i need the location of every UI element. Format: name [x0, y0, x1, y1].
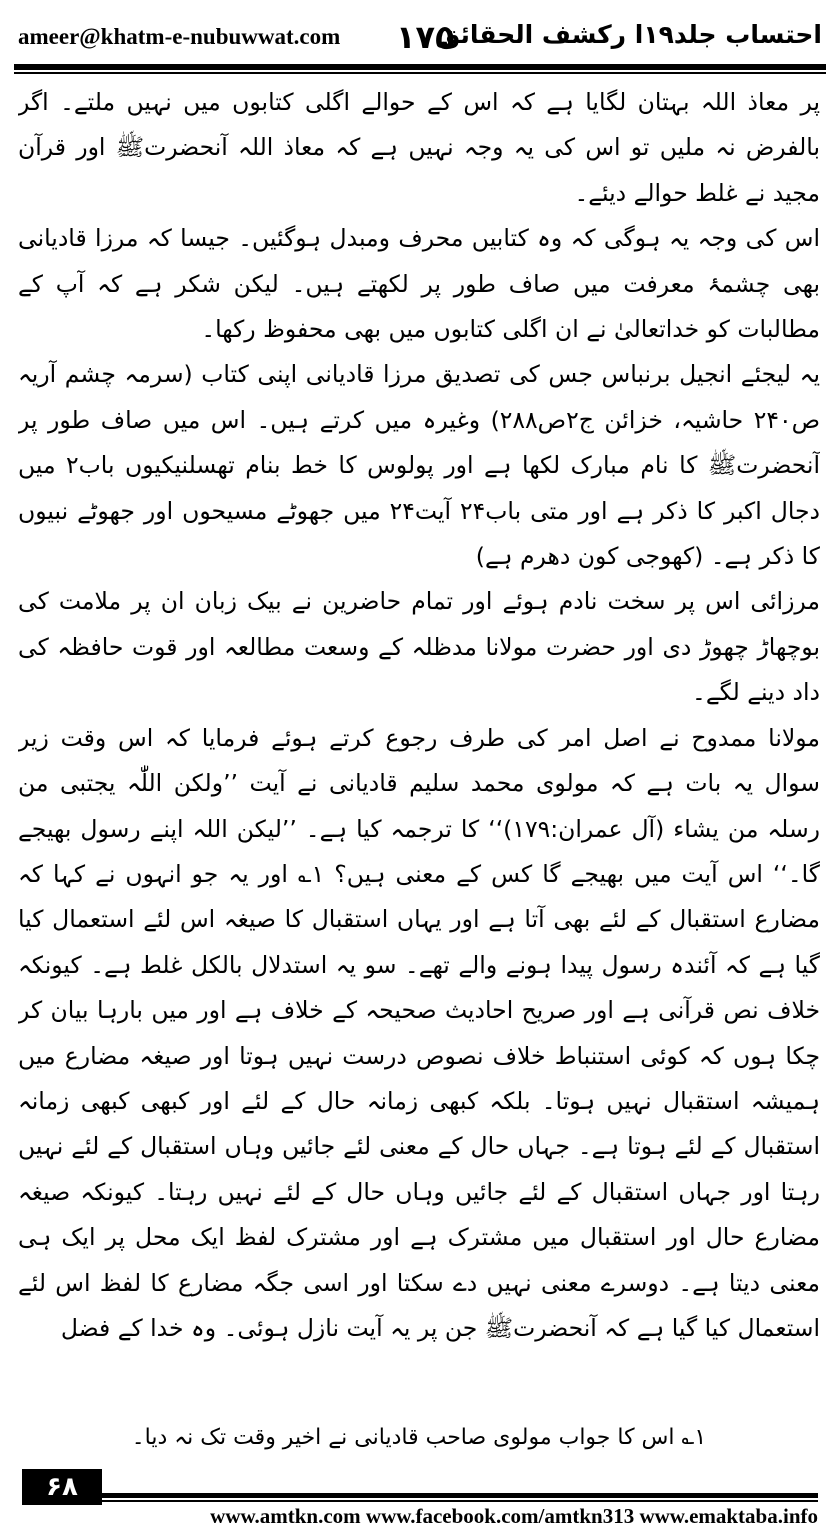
paragraph: یہ لیجئے انجیل برنباس جس کی تصدیق مرزا قادیانی اپنی کتاب (سرمہ چشم آریہ ص۲۴۰ حاشیہ، خزائن ج۲ص۲۸۸) وغیرہ میں کرتے ہیں۔ اس میں صاف طور پر آنحضرتﷺ کا نام مبارک لکھا ہے اور پولوس کا خط بنام تھسلنیکیوں باب۲ میں دجال اکبر کا ذکر ہے اور متی باب۲۴ آیت۲۴ میں جھوٹے مسیحوں اور جھوٹے نبیوں کا ذکر ہے۔ (کھوجی کون دھرم ہے)	[18, 360, 820, 571]
paragraph: پر معاذ اللہ بہتان لگایا ہے کہ اس کے حوالے اگلی کتابوں میں نہیں ملتے۔ اگر بالفرض نہ ملیں تو اس کی یہ وجہ نہیں ہے کہ معاذ اللہ آنحضرتﷺ اور قرآن مجید نے غلط حوالے دیئے۔	[18, 88, 820, 207]
footer-rule-thick	[22, 1493, 818, 1498]
header-rule-thin	[14, 72, 826, 74]
footer-page-number: ۶۸	[22, 1469, 102, 1505]
page-footer	[22, 1472, 818, 1533]
paragraph: مرزائی اس پر سخت نادم ہوئے اور تمام حاضرین نے بیک زبان ان پر ملامت کی بوچھاڑ چھوڑ دی اور حضرت مولانا مدظلہ کے وسعت مطالعہ اور قوت حافظہ کی داد دینے لگے۔	[18, 587, 820, 707]
body-text	[18, 80, 820, 1415]
header-book-title: احتساب جلد۱۹ا رکشف الحقائق	[437, 20, 822, 49]
footer-rule-thin	[22, 1500, 818, 1502]
header-page-number: ۱۷۵	[396, 18, 455, 56]
paragraph: اس کی وجہ یہ ہوگی کہ وہ کتابیں محرف ومبدل ہوگئیں۔ جیسا کہ مرزا قادیانی بھی چشمۂ معرفت میں صاف طور پر لکھتے ہیں۔ لیکن شکر ہے کہ آپ کے مطالبات کو خداتعالیٰ نے ان اگلی کتابوں میں بھی محفوظ رکھا۔	[18, 224, 820, 344]
header-rule-thick	[14, 64, 826, 70]
header-email: ameer@khatm-e-nubuwwat.com	[18, 24, 341, 49]
paragraph: مولانا ممدوح نے اصل امر کی طرف رجوع کرتے ہوئے فرمایا کہ اس وقت زیر سوال یہ بات ہے کہ مولوی محمد سلیم قادیانی نے آیت ’’ولکن اللّٰہ یجتبی من رسلہ من یشاء (آل عمران:۱۷۹)‘‘ کا ترجمہ کیا ہے۔ ’’لیکن اللہ اپنے رسول بھیجے گا۔‘‘ اس آیت میں بھیجے گا کس کے معنی ہیں؟ ۱؎ اور یہ جو انہوں نے کہا کہ مضارع استقبال کے لئے بھی آتا ہے اور یہاں استقبال کا صیغہ اس لئے استعمال کیا گیا ہے کہ آئندہ رسول پیدا ہونے والے تھے۔ سو یہ استدلال بالکل غلط ہے۔ کیونکہ خلاف نص قرآنی ہے اور صریح احادیث صحیحہ کے خلاف ہے اور میں بارہا بیان کر چکا ہوں کہ کوئی استنباط خلاف نصوص درست نہیں ہوتا اور صیغہ مضارع میں ہمیشہ استقبال نہیں ہوتا۔ بلکہ کبھی زمانہ حال کے لئے اور کبھی کبھی زمانہ استقبال کے لئے ہوتا ہے۔ جہاں حال کے معنی لئے جائیں وہاں استقبال کے لئے نہیں رہتا اور جہاں استقبال کے لئے جائیں وہاں حال کے لئے نہیں رہتا۔ کیونکہ صیغہ مضارع حال اور استقبال میں مشترک ہے اور مشترک لفظ ایک محل پر ایک ہی معنی دیتا ہے۔ دوسرے معنی نہیں دے سکتا اور اسی جگہ مضارع کا لفظ اس لئے استعمال کیا گیا ہے کہ آنحضرتﷺ جن پر یہ آیت نازل ہوئی۔ وہ خدا کے فضل	[18, 723, 820, 1342]
page-header	[18, 14, 822, 62]
footnote: ۱؎ اس کا جواب مولوی صاحب قادیانی نے اخیر وقت تک نہ دیا۔	[131, 1425, 707, 1450]
footer-urls: www.amtkn.com www.facebook.com/amtkn313 www.emaktaba.info	[210, 1504, 818, 1528]
